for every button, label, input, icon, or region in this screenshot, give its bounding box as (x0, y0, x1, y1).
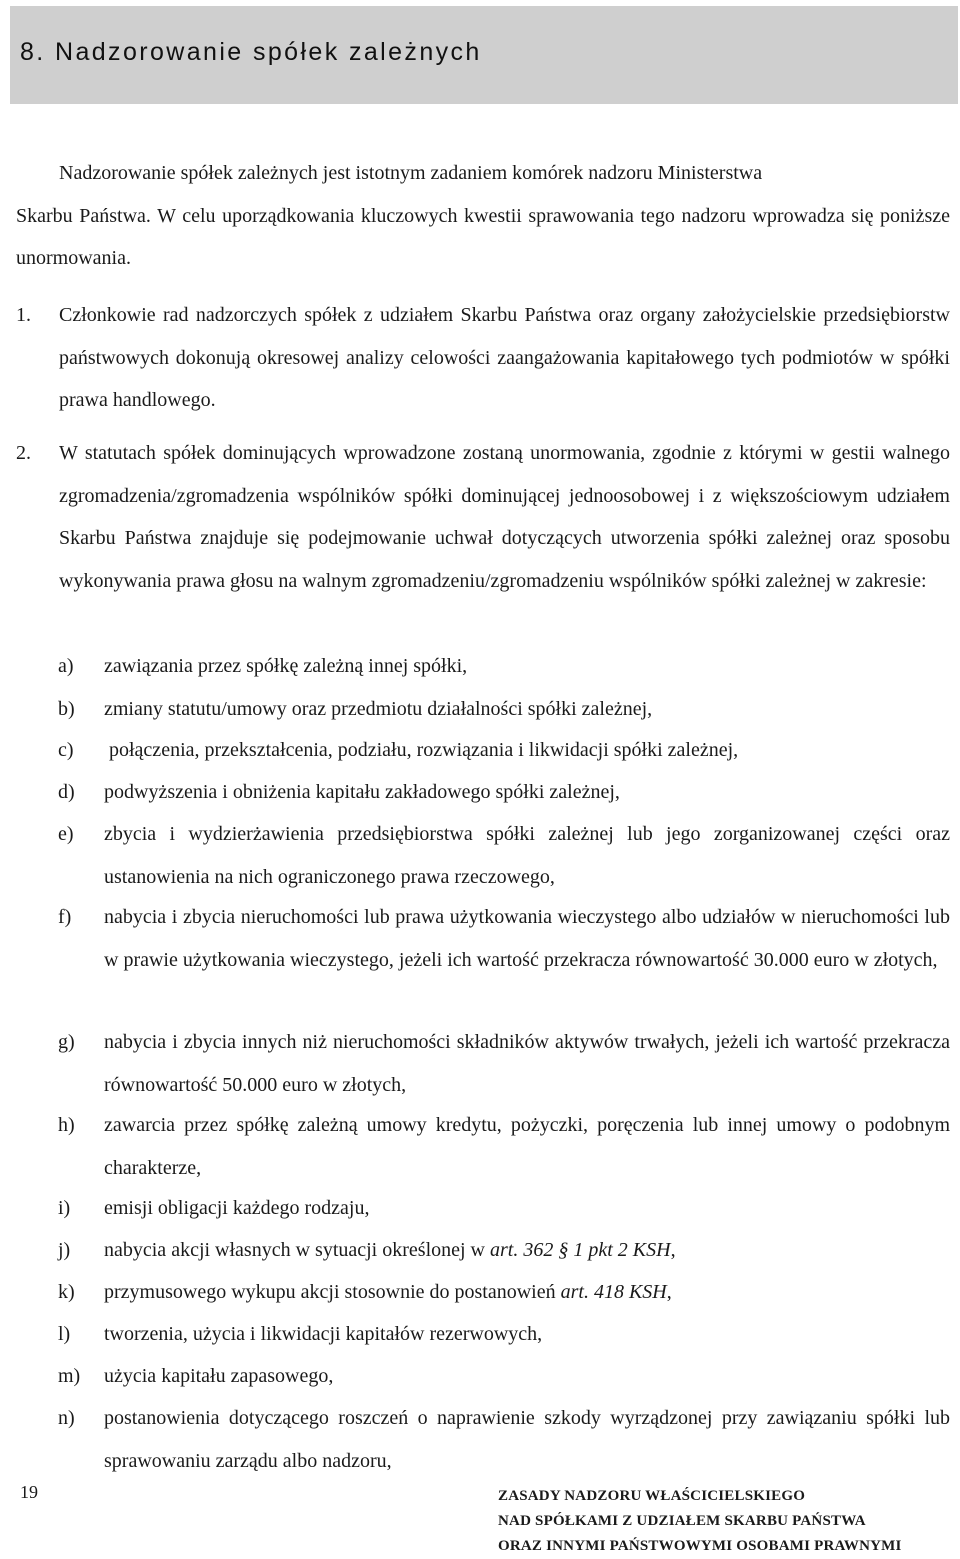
footer-line-2: NAD SPÓŁKAMI Z UDZIAŁEM SKARBU PAŃSTWA (498, 1513, 866, 1529)
subitem-letter: c) (58, 739, 74, 761)
running-footer (498, 1484, 902, 1559)
subitem-k (58, 1271, 950, 1314)
footer-line-1: ZASADY NADZORU WŁAŚCICIELSKIEGO (498, 1488, 806, 1504)
numbered-item-2 (16, 432, 950, 602)
subitem-text-tail: , (666, 1281, 672, 1303)
subitem-letter: d) (58, 781, 75, 803)
subitem-text: tworzenia, użycia i likwidacji kapitałów rezerwowych, (104, 1323, 543, 1345)
subitem-letter: j) (58, 1239, 71, 1261)
subitem-g (58, 1021, 950, 1106)
page-number: 19 (20, 1482, 38, 1502)
subitem-letter: k) (58, 1281, 75, 1303)
item-number: 1. (16, 304, 31, 326)
subitem-letter: f) (58, 906, 72, 928)
subitem-e (58, 813, 950, 898)
subitem-text: zbycia i wydzierżawienia przedsiębiorstwa spółki zależnej lub jego zorganizowanej części oraz ustanowienia na nich ograniczonego prawa rzeczowego, (104, 823, 950, 888)
subitem-text: połączenia, przekształcenia, podziału, rozwiązania i likwidacji spółki zależnej, (104, 739, 739, 761)
subitem-text-tail: , (670, 1239, 676, 1261)
subitem-m (58, 1355, 950, 1398)
subitem-h (58, 1104, 950, 1189)
legal-reference: art. 362 § 1 pkt 2 KSH (490, 1239, 671, 1261)
subitem-text (104, 1229, 950, 1272)
subitem-text: postanowienia dotyczącego roszczeń o naprawienie szkody wyrządzonej przy zawiązaniu spółki lub sprawowaniu zarządu albo nadzoru, (104, 1407, 950, 1472)
subitem-text: zawiązania przez spółkę zależną innej spółki, (104, 655, 468, 677)
subitem-text: nabycia i zbycia nieruchomości lub prawa użytkowania wieczystego albo udziałów w nieruchomości lub w prawie użytkowania wieczystego, jeżeli ich wartość przekracza równowartość 30.000 euro w złotych, (104, 906, 950, 971)
subitem-c (58, 729, 950, 772)
subitem-text: nabycia i zbycia innych niż nieruchomości składników aktywów trwałych, jeżeli ich wartość przekracza równowartość 50.000 euro w złotych, (104, 1031, 950, 1096)
subitem-text: zawarcia przez spółkę zależną umowy kredytu, pożyczki, poręczenia lub innej umowy o podobnym charakterze, (104, 1114, 950, 1179)
footer-line-3: ORAZ INNYMI PAŃSTWOWYMI OSOBAMI PRAWNYMI (498, 1538, 902, 1554)
subitem-text: emisji obligacji każdego rodzaju, (104, 1197, 370, 1219)
subitem-letter: m) (58, 1365, 81, 1387)
intro-first-line: Nadzorowanie spółek zależnych jest istotnym zadaniem komórek nadzoru Ministerstwa (59, 162, 763, 184)
intro-rest: Skarbu Państwa. W celu uporządkowania kluczowych kwestii sprawowania tego nadzoru wprowadza się poniższe unormowania. (16, 204, 950, 269)
subitem-letter: g) (58, 1031, 75, 1053)
intro-paragraph (16, 152, 950, 280)
subitem-i (58, 1187, 950, 1230)
subitem-a (58, 645, 950, 688)
subitem-text: zmiany statutu/umowy oraz przedmiotu działalności spółki zależnej, (104, 698, 653, 720)
subitem-text-main: przymusowego wykupu akcji stosownie do postanowień (104, 1281, 561, 1303)
subitem-letter: l) (58, 1323, 71, 1345)
legal-reference: art. 418 KSH (560, 1281, 667, 1303)
subitem-d (58, 771, 950, 814)
subitem-f (58, 896, 950, 981)
subitem-letter: i) (58, 1197, 71, 1219)
subitem-j (58, 1229, 950, 1272)
section-title: 8. Nadzorowanie spółek zależnych (20, 38, 482, 66)
subitem-n (58, 1397, 950, 1482)
subitem-letter: a) (58, 655, 74, 677)
numbered-item-1 (16, 294, 950, 422)
item-text: Członkowie rad nadzorczych spółek z udziałem Skarbu Państwa oraz organy założycielskie przedsiębiorstw państwowych dokonują okresowej analizy celowości zaangażowania kapitałowego tych podmiotów w spółki prawa handlowego. (59, 304, 950, 411)
subitem-letter: h) (58, 1114, 75, 1136)
subitem-letter: e) (58, 823, 74, 845)
subitem-b (58, 688, 950, 731)
item-text: W statutach spółek dominujących wprowadzone zostaną unormowania, zgodnie z którymi w gestii walnego zgromadzenia/zgromadzenia wspólników spółki dominującej jednoosobowej i z większościowym udziałem Skarbu Państwa znajduje się podejmowanie uchwał dotyczących utworzenia spółki zależnej oraz sposobu wykonywania prawa głosu na walnym zgromadzeniu/zgromadzeniu wspólników spółki zależnej w zakresie: (59, 442, 950, 592)
subitem-letter: b) (58, 698, 75, 720)
subitem-text: użycia kapitału zapasowego, (104, 1365, 334, 1387)
subitem-l (58, 1313, 950, 1356)
subitem-text: podwyższenia i obniżenia kapitału zakładowego spółki zależnej, (104, 781, 620, 803)
item-number: 2. (16, 442, 31, 464)
subitem-text (104, 1271, 950, 1314)
subitem-text-main: nabycia akcji własnych w sytuacji określonej w (104, 1239, 490, 1261)
subitem-letter: n) (58, 1407, 75, 1429)
